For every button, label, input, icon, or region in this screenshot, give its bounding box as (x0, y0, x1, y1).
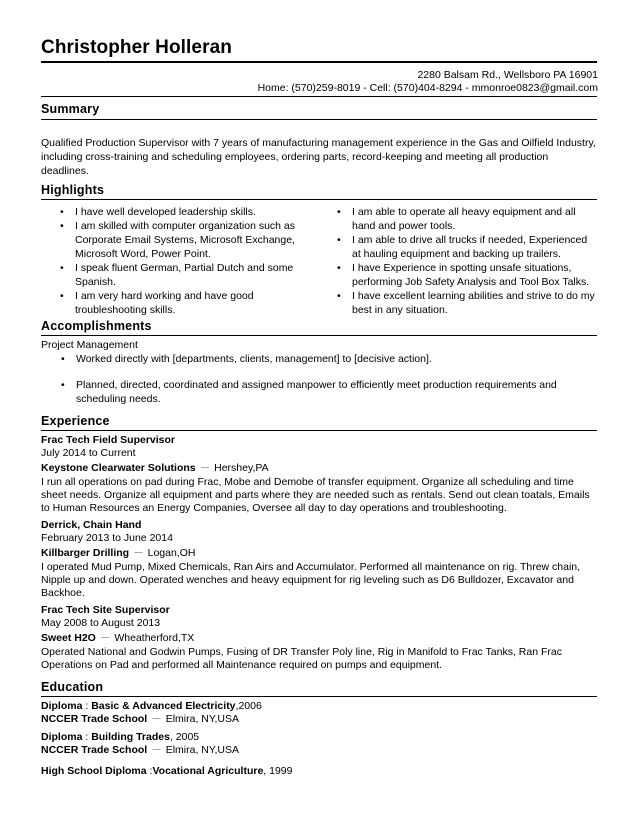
job-entry (41, 519, 597, 600)
education-degree: Diploma (41, 700, 83, 712)
job-title: Derrick, Chain Hand (41, 519, 142, 531)
education-degree: High School Diploma (41, 765, 147, 777)
summary-text: Qualified Production Supervisor with 7 years of manufacturing management experience in the Gas and Oilfield Industry, including cross-training and scheduling employees, ordering parts, record-keeping and meeting all production deadlines. (41, 137, 596, 177)
candidate-name: Christopher Holleran (41, 37, 232, 58)
education-heading: Education (41, 680, 104, 694)
highlight-item: • I speak fluent German, Partial Dutch and some Spanish. (57, 261, 307, 289)
highlights-right-column (334, 205, 596, 317)
job-dash: － (99, 632, 111, 644)
summary-divider (41, 119, 597, 120)
job-dash: － (199, 462, 211, 474)
education-dash: － (151, 744, 162, 756)
education-degree: Diploma (41, 731, 83, 743)
job-entry (41, 604, 597, 672)
job-dates: May 2008 to August 2013 (41, 617, 161, 629)
education-sep: : (146, 765, 153, 777)
education-entry (41, 765, 597, 778)
highlight-item: • I have Experience in spotting unsafe situations, performing Job Safety Analysis and Tool Box Talks. (334, 261, 596, 289)
education-field: Building Trades (91, 731, 170, 743)
education-entry (41, 700, 597, 726)
contact-line: Home: (570)259-8019 - Cell: (570)404-8294 - mmonroe0823@gmail.com (257, 82, 598, 94)
accomplishments-divider (41, 335, 597, 336)
education-school-line (41, 713, 597, 726)
job-location: Wheatherford,TX (114, 632, 195, 644)
education-entry (41, 731, 597, 757)
highlight-item: • I am very hard working and have good troubleshooting skills. (57, 289, 307, 317)
job-location: Logan,OH (147, 547, 196, 559)
job-employer (41, 462, 597, 475)
education-year: ,2006 (235, 700, 262, 712)
experience-heading: Experience (41, 414, 110, 428)
education-school: NCCER Trade School (41, 744, 148, 756)
header-divider (41, 61, 597, 63)
education-year: , 1999 (263, 765, 293, 777)
education-sep: : (82, 700, 92, 712)
job-dash: － (133, 547, 144, 559)
job-location: Hershey,PA (214, 462, 269, 474)
education-year: , 2005 (169, 731, 200, 743)
accomplishment-item: • Worked directly with [departments, clients, management] to [decisive action]. (41, 352, 597, 366)
education-field: Vocational Agriculture (152, 765, 264, 777)
job-description: Operated National and Godwin Pumps, Fusing of DR Transfer Poly line, Rig in Manifold to Frac Tanks, Ran Frac Operations on Pad and performed all Maintenance required on pumps and equipment. (41, 646, 562, 671)
education-degree-line (41, 700, 597, 713)
accomplishments-heading: Accomplishments (41, 319, 152, 333)
highlights-left-column (57, 205, 307, 317)
job-description: I operated Mud Pump, Mixed Chemicals, Ran Airs and Accumulator. Performed all maintenance on rig. Threw chain, Nipple up and down. Operated wenches and heavy equipment for rig leveling such as D6 Bulldozer, Excavator and Backhoe. (41, 561, 581, 599)
education-sep: : (82, 731, 92, 743)
accomplishments-list (41, 338, 597, 418)
education-divider (41, 696, 597, 697)
highlight-item: • I have excellent learning abilities and strive to do my best in any situation. (334, 289, 596, 317)
highlights-divider (41, 199, 597, 200)
job-dates: July 2014 to Current (41, 447, 136, 459)
education-location: Elmira, NY,USA (165, 744, 240, 756)
contact-divider (41, 96, 597, 97)
job-title: Frac Tech Field Supervisor (41, 434, 176, 446)
job-employer (41, 547, 597, 560)
education-location: Elmira, NY,USA (165, 713, 240, 725)
highlight-item: • I am skilled with computer organization such as Corporate Email Systems, Microsoft Exchange, Microsoft Word, Power Point. (57, 219, 307, 261)
job-title: Frac Tech Site Supervisor (41, 604, 170, 616)
highlight-item: • I am able to drive all trucks if needed, Experienced at hauling equipment and backing up trailers. (334, 233, 596, 261)
address-line: 2280 Balsam Rd., Wellsboro PA 16901 (417, 69, 598, 81)
experience-divider (41, 430, 597, 431)
education-school-line (41, 744, 597, 757)
job-company: Sweet H2O (41, 632, 96, 644)
job-employer (41, 632, 597, 645)
education-dash: － (151, 713, 162, 725)
job-company: Keystone Clearwater Solutions (41, 462, 196, 474)
accomplishment-item: • Planned, directed, coordinated and assigned manpower to efficiently meet production requirements and scheduling needs. (41, 378, 597, 406)
highlight-item: • I am able to operate all heavy equipment and all hand and power tools. (334, 205, 596, 233)
job-dates: February 2013 to June 2014 (41, 532, 173, 544)
accomplishment-category: Project Management (41, 339, 138, 351)
highlight-item: • I have well developed leadership skills. (57, 205, 307, 219)
job-company: Killbarger Drilling (41, 547, 130, 559)
job-description: I run all operations on pad during Frac, Mobe and Demobe of transfer equipment. Organize all scheduling and time sheet needs. Organize all equipment and parts where they are needed such as rentals. Send out clean toatals, Emails to Human Resources an Energy Companies, Oversee all day to day operations and troubleshooting. (41, 476, 590, 514)
summary-heading: Summary (41, 102, 100, 116)
job-entry (41, 434, 597, 515)
education-degree-line (41, 765, 597, 778)
education-school: NCCER Trade School (41, 713, 148, 725)
education-field: Basic & Advanced Electricity (91, 700, 236, 712)
education-degree-line (41, 731, 597, 744)
highlights-heading: Highlights (41, 183, 105, 197)
